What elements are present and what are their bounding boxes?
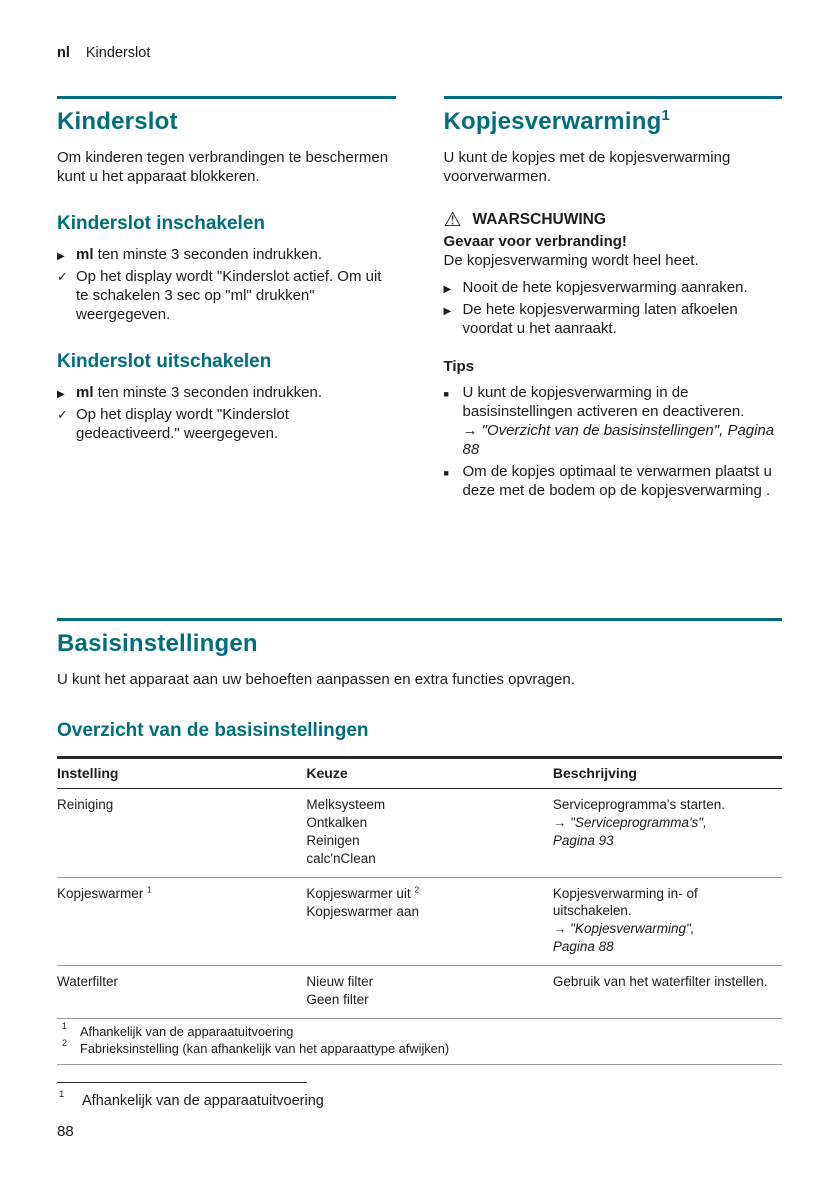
- step-text: Nooit de hete kopjesverwarming aanraken.: [462, 279, 748, 296]
- footnote-text: Afhankelijk van de apparaatuitvoering: [82, 1093, 324, 1109]
- cell-keuze: [306, 966, 553, 1019]
- table-row: [57, 878, 782, 966]
- result-text: Op het display wordt "Kinderslot actief. Om uit te schakelen 3 sec op "ml" drukken" weergegeven.: [76, 268, 382, 323]
- warning-steps: [444, 278, 783, 338]
- subsection-title-uitschakelen: Kinderslot uitschakelen: [57, 351, 272, 372]
- section-title-text: Kopjesverwarming: [443, 108, 662, 135]
- table-row: [57, 789, 782, 878]
- button-name: ml: [76, 384, 94, 401]
- tips-list: [444, 383, 783, 500]
- list-item: [57, 245, 396, 264]
- cell-keuze: [306, 878, 553, 966]
- kopjesverwarming-intro: U kunt de kopjes met de kopjesverwarming voorverwarmen.: [443, 149, 731, 185]
- basisinstellingen-intro: U kunt het apparaat aan uw behoeften aanpassen en extra functies opvragen.: [57, 671, 575, 688]
- basisinstellingen-rule: [57, 618, 782, 658]
- cross-reference-link[interactable]: → "Kopjesverwarming",: [552, 921, 695, 936]
- footnote-marker: 2: [414, 884, 420, 895]
- list-item: [444, 300, 783, 338]
- title-footnote-marker: 1: [661, 108, 670, 124]
- section-basisinstellingen: [57, 618, 782, 1065]
- page-footer: [57, 1082, 324, 1141]
- option: Kopjeswarmer uit $^2$: [306, 884, 420, 901]
- option: calc'nClean: [306, 851, 376, 866]
- option: Ontkalken: [306, 815, 368, 830]
- result-check-icon: ✓: [57, 407, 68, 422]
- button-name: ml: [76, 246, 94, 263]
- uitschakelen-steps: [57, 383, 396, 443]
- cell-beschrijving: [553, 878, 782, 966]
- warning-header: [444, 210, 783, 229]
- tip-square-icon: ■: [443, 389, 449, 399]
- section-title-basisinstellingen: Basisinstellingen: [57, 630, 258, 657]
- setting-name: Reiniging: [57, 797, 114, 812]
- list-item: [444, 278, 783, 297]
- step-arrow-icon: ▶: [443, 284, 452, 295]
- result-check-icon: ✓: [57, 269, 68, 284]
- kinderslot-intro: Om kinderen tegen verbrandingen te beschermen kunt u het apparaat blokkeren.: [57, 149, 389, 185]
- list-item: [57, 267, 396, 324]
- column-header-instelling: Instelling: [57, 758, 306, 789]
- step-text: ten minste 3 seconden indrukken.: [93, 246, 322, 263]
- setting-name: Waterfilter: [57, 974, 119, 989]
- warning-danger-title: Gevaar voor verbranding!: [443, 233, 627, 250]
- result-text: Op het display wordt "Kinderslot gedeactiveerd." weergegeven.: [76, 406, 289, 442]
- cell-beschrijving: [553, 789, 782, 878]
- list-item: [57, 405, 396, 443]
- step-arrow-icon: ▶: [57, 389, 65, 400]
- table-footnote: 2 Fabrieksinstelling (kan afhankelijk van het apparaattype afwijken): [62, 1038, 450, 1056]
- option: Kopjeswarmer aan: [306, 904, 419, 919]
- cell-keuze: [306, 789, 553, 878]
- warning-icon: ⚠: [443, 209, 462, 231]
- tip-square-icon: ■: [443, 468, 449, 478]
- language-code: nl: [57, 45, 70, 61]
- section-kopjesverwarming: [444, 96, 783, 136]
- section-kinderslot: [57, 96, 396, 136]
- chapter-name: Kinderslot: [85, 45, 151, 61]
- table-row: [57, 966, 782, 1019]
- table-footnote: 1 Afhankelijk van de apparaatuitvoering: [62, 1021, 294, 1039]
- cross-reference-link[interactable]: Pagina 93: [552, 833, 614, 848]
- step-arrow-icon: ▶: [443, 306, 452, 317]
- cross-reference-link[interactable]: → "Serviceprogramma's",: [552, 815, 707, 830]
- cross-reference-link[interactable]: Pagina 88: [552, 939, 614, 954]
- column-header-keuze: Keuze: [306, 758, 553, 789]
- description: Gebruik van het waterfilter instellen.: [552, 974, 768, 989]
- warning-body: De kopjesverwarming wordt heel heet.: [443, 252, 699, 269]
- list-item: [444, 462, 783, 500]
- cell-instelling: [57, 789, 306, 878]
- tip-text: U kunt de kopjesverwarming in de basisinstellingen activeren en deactiveren.: [462, 384, 745, 420]
- list-item: [57, 383, 396, 402]
- setting-name: Kopjeswarmer $^1$: [57, 884, 152, 901]
- step-text: De hete kopjesverwarming laten afkoelen voordat u het aanraakt.: [462, 301, 738, 337]
- cell-instelling: [57, 878, 306, 966]
- footnote-text: Afhankelijk van de apparaatuitvoering: [80, 1024, 294, 1039]
- cell-beschrijving: [553, 966, 782, 1019]
- section-title-kinderslot: Kinderslot: [57, 108, 178, 135]
- step-text: ten minste 3 seconden indrukken.: [93, 384, 322, 401]
- section-title-kopjesverwarming: [444, 108, 783, 136]
- page-footnote: 1 Afhankelijk van de apparaatuitvoering: [59, 1089, 324, 1109]
- cross-reference-link[interactable]: → "Overzicht van de basisinstellingen", Pagina 88: [462, 422, 775, 458]
- step-arrow-icon: ▶: [57, 251, 65, 262]
- option: Nieuw filter: [306, 974, 374, 989]
- table-header-row: [57, 758, 782, 789]
- option: Melksysteem: [306, 797, 386, 812]
- footnote-marker: 1: [147, 884, 152, 895]
- column-right: [444, 96, 783, 503]
- two-column-area: [57, 96, 782, 618]
- running-header: [57, 44, 782, 62]
- description: Kopjesverwarming in- of uitschakelen.: [552, 886, 698, 918]
- cell-instelling: [57, 966, 306, 1019]
- option: Geen filter: [306, 992, 369, 1007]
- table-footnotes: [57, 1019, 782, 1065]
- footnote-text: Fabrieksinstelling (kan afhankelijk van het apparaattype afwijken): [80, 1041, 450, 1056]
- warning-block: [444, 210, 783, 338]
- warning-label: WAARSCHUWING: [472, 211, 606, 228]
- subsection-title-inschakelen: Kinderslot inschakelen: [57, 213, 266, 234]
- inschakelen-steps: [57, 245, 396, 324]
- column-left: [57, 96, 396, 446]
- list-item: [444, 383, 783, 459]
- description: Serviceprogramma's starten.: [552, 797, 726, 812]
- footnote-rule: [57, 1082, 307, 1083]
- column-header-beschrijving: Beschrijving: [553, 758, 782, 789]
- tip-text: Om de kopjes optimaal te verwarmen plaatst u deze met de bodem op de kopjesverwarming .: [462, 463, 772, 499]
- overview-title: Overzicht van de basisinstellingen: [57, 720, 369, 741]
- settings-table: [57, 756, 782, 1065]
- page-number: 88: [57, 1123, 74, 1140]
- tips-title: Tips: [443, 358, 475, 375]
- option: Reinigen: [306, 833, 360, 848]
